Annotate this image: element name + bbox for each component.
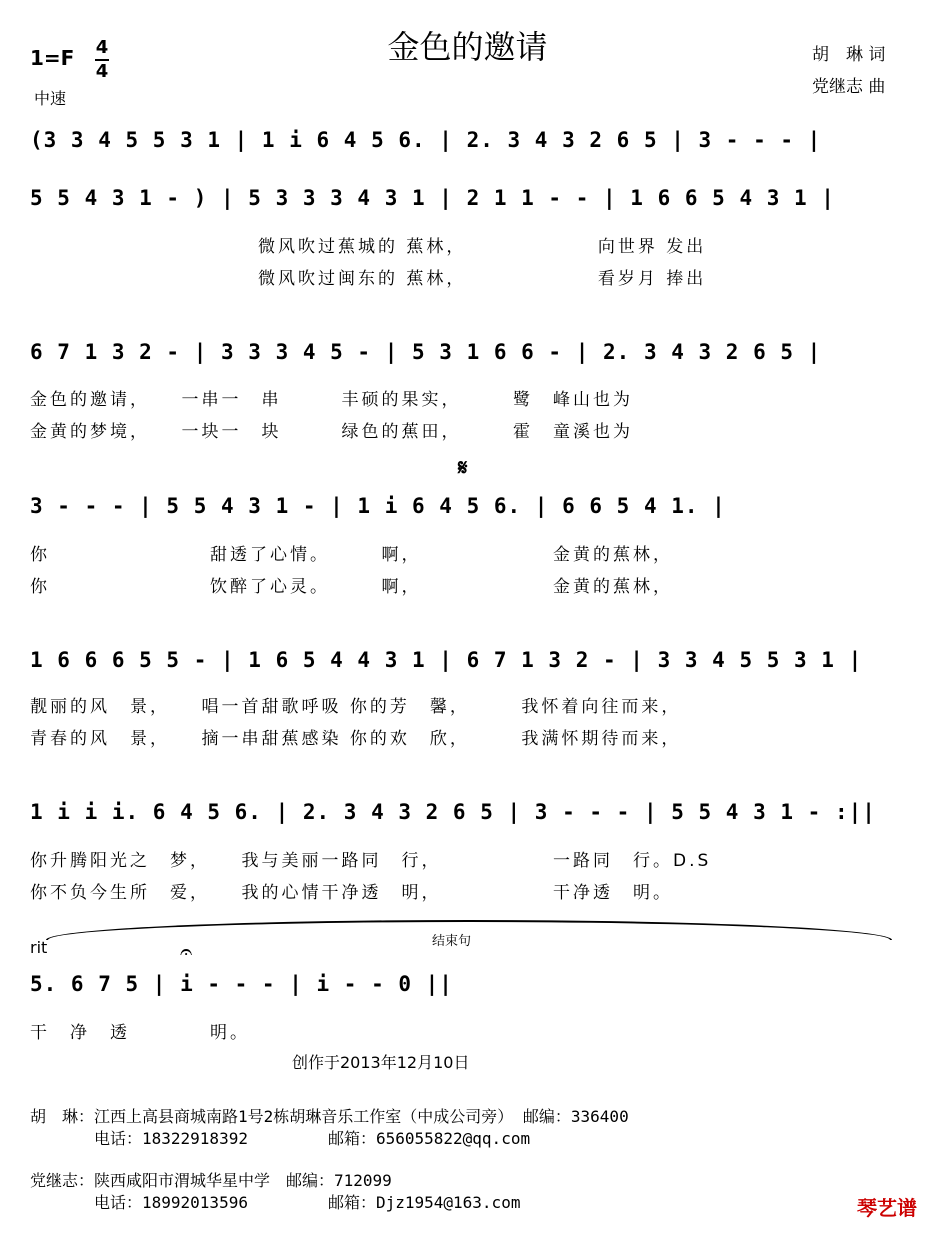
- score-system-5: [30, 648, 910, 688]
- system-2-notes: 5 5 4 3 1 - ) | 5 3 3 3 4 3 1 | 2 1 1 - - | 1 6 6 5 4 3 1 |: [30, 186, 835, 210]
- system-2-lyric-1: 微风吹过蕉城的 蕉林， 向世界 发出: [258, 237, 707, 257]
- time-signature-top: 4: [95, 37, 109, 58]
- system-3-lyric-2: 金黄的梦境， 一块一 块 绿色的蕉田， 霍 童溪也为: [30, 422, 633, 442]
- score-system-7: [30, 972, 910, 1012]
- tempo-marking: 中速: [34, 89, 67, 108]
- lyricist-credit: 胡 琳 词: [812, 45, 886, 65]
- fermata-icon: 𝄐: [180, 940, 193, 965]
- system-7-lyric-1: 干 净 透 明。: [30, 1023, 250, 1043]
- system-3-lyric-1: 金色的邀请， 一串一 串 丰硕的果实， 鹭 峰山也为: [30, 390, 633, 410]
- system-5-lyric-1: 靓丽的风 景， 唱一首甜歌呼吸 你的芳 馨， 我怀着向往而来，: [30, 697, 682, 717]
- score-system-3: [30, 340, 910, 380]
- song-title: 金色的邀请: [387, 28, 548, 66]
- system-1-notes: (3 3 4 5 5 3 1 | 1 i 6 4 5 6. | 2. 3 4 3 2 6 5 | 3 - - - |: [30, 128, 822, 152]
- ritardando-marking: rit: [30, 938, 48, 957]
- composition-date: 创作于2013年12月10日: [292, 1053, 470, 1072]
- site-logo: 琴艺谱: [857, 1196, 917, 1220]
- score-system-4: [30, 494, 910, 534]
- system-4-notes: 3 - - - | 5 5 4 3 1 - | 1 i 6 4 5 6. | 6 6 5 4 1. |: [30, 494, 726, 518]
- system-6-lyric-1: 你升腾阳光之 梦， 我与美丽一路同 行， 一路同 行。D.S: [30, 851, 712, 871]
- contact-2-line-2: 电话：18992013596 邮箱：Djz1954@163.com: [30, 1193, 521, 1212]
- segno-sign: 𝄋: [458, 456, 468, 481]
- system-2-lyric-2: 微风吹过闽东的 蕉林， 看岁月 捧出: [258, 269, 707, 289]
- system-5-notes: 1 6 6 6 5 5 - | 1 6 5 4 4 3 1 | 6 7 1 3 2 - | 3 3 4 5 5 3 1 |: [30, 648, 863, 672]
- score-system-6: [30, 800, 910, 840]
- composer-credit: 党继志 曲: [812, 77, 886, 97]
- system-6-notes: 1 i i i. 6 4 5 6. | 2. 3 4 3 2 6 5 | 3 - - - | 5 5 4 3 1 - :||: [30, 800, 876, 824]
- key-signature: 1=F: [30, 46, 75, 70]
- time-signature: [94, 38, 110, 82]
- system-6-lyric-2: 你不负今生所 爱， 我的心情干净透 明， 干净透 明。: [30, 883, 673, 903]
- time-signature-bottom: 4: [95, 61, 109, 82]
- system-3-notes: 6 7 1 3 2 - | 3 3 3 4 5 - | 5 3 1 6 6 - | 2. 3 4 3 2 6 5 |: [30, 340, 822, 364]
- system-7-notes: 5. 6 7 5 | i - - - | i - - 0 ||: [30, 972, 453, 996]
- ending-label: 结束句: [432, 934, 472, 949]
- score-system-2: [30, 186, 910, 226]
- contact-1-line-1: 胡 琳：江西上高县商城南路1号2栋胡琳音乐工作室（中成公司旁） 邮编：336400: [30, 1107, 629, 1126]
- contact-2-line-1: 党继志：陕西咸阳市渭城华星中学 邮编：712099: [30, 1171, 392, 1190]
- system-4-lyric-2: 你 饮醉了心灵。 啊， 金黄的蕉林，: [30, 577, 673, 597]
- contact-1-line-2: 电话：18322918392 邮箱：656055822@qq.com: [30, 1129, 531, 1148]
- score-system-1: [30, 128, 910, 168]
- system-4-lyric-1: 你 甜透了心情。 啊， 金黄的蕉林，: [30, 545, 673, 565]
- system-5-lyric-2: 青春的风 景， 摘一串甜蕉感染 你的欢 欣， 我满怀期待而来，: [30, 729, 682, 749]
